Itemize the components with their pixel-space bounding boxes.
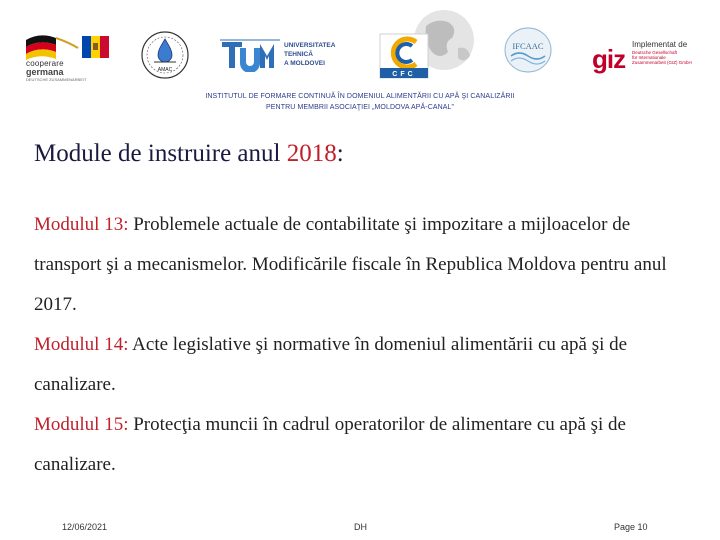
logo-strip (0, 0, 720, 90)
cooperare-line3: DEUTSCHE ZUSAMMENARBEIT (26, 77, 87, 82)
module-14-label: Modulul 14: (34, 334, 129, 355)
slide-title (34, 140, 344, 168)
utm-mark-icon (220, 38, 282, 72)
ifcaac-logo (503, 26, 553, 74)
module-13-text: Problemele actuale de contabilitate şi impozitare a mijloacelor de transport şi a mecanismelor. Modificările fiscale în Republica Moldova pentru anul 2017. (34, 214, 667, 315)
module-13 (34, 205, 694, 325)
flags-icon (26, 32, 110, 60)
cooperare-line2: germana (26, 67, 64, 77)
module-15 (34, 405, 694, 485)
giz-letters: giz (592, 44, 626, 74)
giz-line1: Implementat de (632, 40, 688, 49)
amac-label: AMAC (157, 67, 173, 73)
module-13-label: Modulul 13: (34, 214, 129, 235)
giz-logo (592, 40, 712, 80)
utm-logo (220, 38, 360, 72)
module-list (34, 205, 694, 485)
amac-logo (140, 30, 190, 80)
cooperare-line1: cooperare (26, 59, 64, 68)
title-prefix: Module de instruire anul (34, 140, 287, 167)
module-15-text: Protecţia muncii în cadrul operatorilor de alimentare cu apă şi de canalizare. (34, 414, 626, 475)
utm-line2: A MOLDOVEI (284, 59, 325, 67)
module-14-text: Acte legislative şi normative în domeniul alimentării cu apă şi de canalizare. (34, 334, 628, 395)
giz-line4: Zusammenarbeit (GIZ) GmbH (632, 60, 692, 66)
cfc-globe-icon (378, 8, 488, 82)
cfc-logo (378, 8, 488, 82)
title-year: 2018 (286, 140, 337, 167)
institute-line1: INSTITUTUL DE FORMARE CONTINUĂ ÎN DOMENIUL ALIMENTĂRII CU APĂ ŞI CANALIZĂRII (205, 93, 515, 100)
cooperare-germana-logo (22, 30, 114, 86)
title-suffix: : (336, 140, 344, 167)
institute-line2: PENTRU MEMBRII ASOCIAŢIEI „MOLDOVA APĂ-CANAL” (266, 104, 454, 111)
footer-page-number: Page 10 (614, 522, 648, 532)
cfc-label: CFC (392, 71, 416, 78)
module-15-label: Modulul 15: (34, 414, 129, 435)
giz-line2: Deutsche Gesellschaft (632, 49, 678, 55)
utm-line1: UNIVERSITATEA TEHNICĂ (284, 42, 336, 58)
ifcaac-emblem-icon (503, 26, 553, 74)
footer-center: DH (354, 522, 367, 532)
giz-line3: für Internationale (632, 54, 666, 60)
footer-date: 12/06/2021 (62, 522, 108, 532)
module-14 (34, 325, 694, 405)
amac-emblem-icon (140, 30, 190, 80)
ifcaac-label: IFCAAC (512, 41, 544, 51)
